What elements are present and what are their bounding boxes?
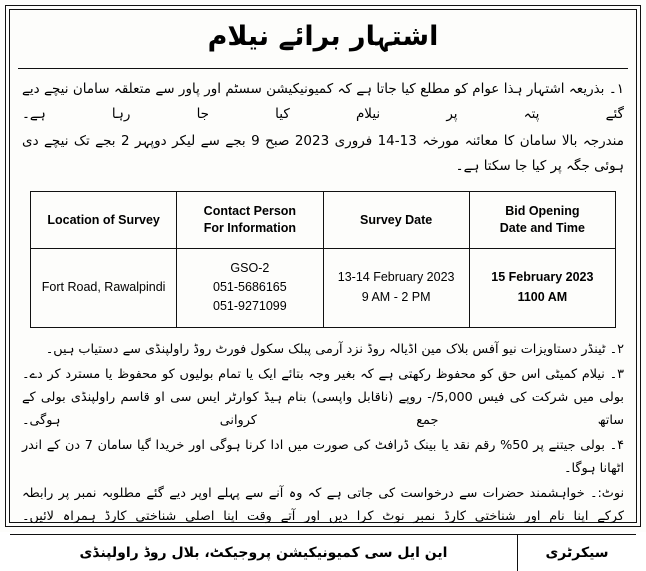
table-header-row [31,191,616,248]
survey-table-wrapper [30,191,616,328]
inner-border [9,9,637,561]
footer-signatory: سیکرٹری [545,544,609,561]
body-area [10,69,636,530]
cell-bid-opening: 15 February 2023 1100 AM [469,248,615,327]
paragraph-note: نوٹ:۔ خواہشمند حضرات سے درخواست کی جاتی ہے کہ وہ آنے سے پہلے اوپر دیے گئے مطلوبہ نمبر پر رابطہ کرکے اپنا نام اور شناختی کارڈ نمبر نوٹ کرا دیں اور آتے وقت اپنا اصلی شناختی کارڈ ہمراہ لائیں۔ [22,485,624,524]
col-header-location: Location of Survey [31,191,177,248]
cell-contact: GSO-2 051-5686165 051-9271099 [177,248,323,327]
col-header-bid-opening: Bid Opening Date and Time [469,191,615,248]
paragraph-4: ۳۔ نیلام کمیٹی اس حق کو محفوظ رکھتی ہے کہ بغیر وجہ بتائے ایک یا تمام بولیوں کو محفوظ یا مسترد کر دے۔ بولی میں شرکت کی فیس 5,000/- روپے (ناقابل واپسی) بنام ہیڈ کوارٹر ایس سی او قاسم راولپنڈی بولی کے ساتھ جمع کروانی ہوگی۔ [22,366,624,428]
footer-organization: این ایل سی کمیونیکیشن پروجیکٹ، بلال روڈ راولپنڈی [79,544,448,561]
paragraph-5: ۴۔ بولی جیتنے پر 50% رقم نقد یا بینک ڈرافٹ کی صورت میں ادا کرنا ہوگی اور خریدا گیا سامان 7 دن کے اندر اٹھانا ہوگا۔ [22,437,625,476]
cell-location: Fort Road, Rawalpindi [31,248,177,327]
survey-table [30,191,616,328]
paragraph-2: مندرجہ بالا سامان کا معائنہ مورخہ 13-14 فروری 2023 صبح 9 بجے سے لیکر دوپہر 2 بجے تک نیچے دی ہوئی جگہ پر کیا جا سکتا ہے۔ [22,132,624,174]
paragraph-3: ۲۔ ٹینڈر دستاویزات نیو آفس بلاک مین اڈیالہ روڈ نزد آرمی پبلک سکول فورٹ روڈ راولپنڈی سے دستیاب ہیں۔ [45,341,624,357]
table-row [31,248,616,327]
cell-survey-date: 13-14 February 2023 9 AM - 2 PM [323,248,469,327]
paragraph-1: ۱۔ بذریعہ اشتہار ہذا عوام کو مطلع کیا جاتا ہے کہ کمیونیکیشن سسٹم اور پاور سے متعلقہ سامان نیچے دیے گئے پتہ پر نیلام کیا جا رہا ہے۔ [22,80,624,122]
page-title: اشتہار برائے نیلام [207,21,439,52]
footer [10,535,636,571]
outer-border [5,5,641,561]
title-block [10,10,636,60]
col-header-contact: Contact Person For Information [177,191,323,248]
col-header-survey-date: Survey Date [323,191,469,248]
